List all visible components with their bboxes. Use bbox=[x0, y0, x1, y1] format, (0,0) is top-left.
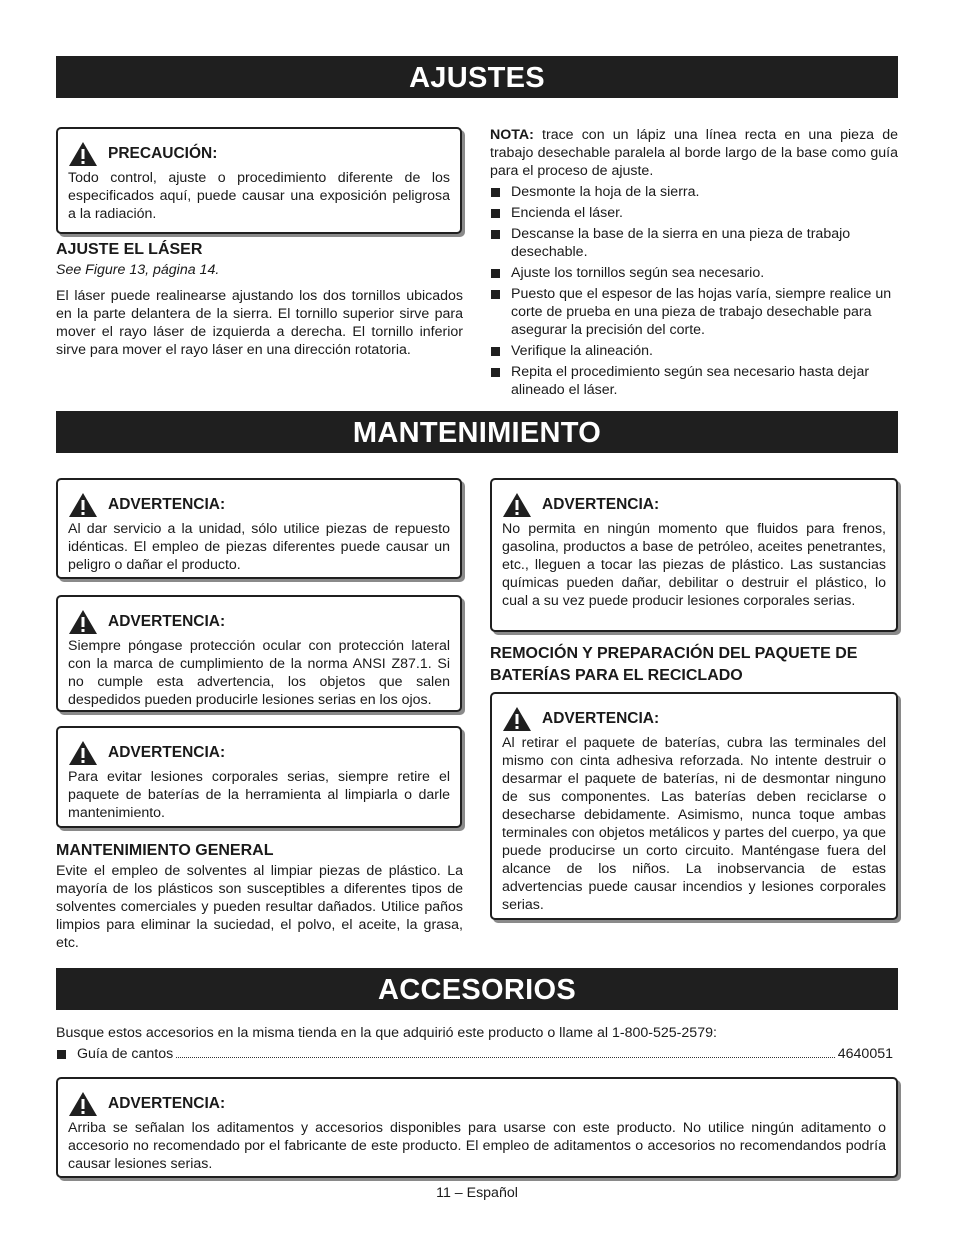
warning-triangle-icon bbox=[502, 706, 532, 732]
general-text: Evite el empleo de solventes al limpiar piezas de plástico. La mayoría de los plásticos son susceptibles a diferentes tipos de solventes comerciales y pueden resultar dañados. Utilice paños limpios para eliminar la suciedad, el polvo, el aceite, la grasa, etc. bbox=[56, 863, 463, 951]
section-banner-accesorios: ACCESORIOS bbox=[56, 968, 898, 1010]
warning-box-fluids bbox=[490, 478, 898, 632]
note-text: trace con un lápiz una línea recta en una pieza de trabajo desechable paralela al borde largo de la base como guía para el proceso de ajuste. bbox=[490, 127, 898, 179]
caution-box bbox=[56, 127, 462, 234]
page-footer: 11 – Español bbox=[436, 1185, 518, 1201]
list-item: Encienda el láser. bbox=[490, 204, 898, 222]
battery-heading: REMOCIÓN Y PREPARACIÓN DEL PAQUETE DE BATERÍAS PARA EL RECICLADO bbox=[490, 645, 858, 684]
list-item bbox=[56, 1045, 898, 1063]
section-banner-mantenimiento: MANTENIMIENTO bbox=[56, 411, 898, 453]
warning-box-eye bbox=[56, 595, 462, 712]
steps-list bbox=[490, 183, 898, 399]
leader-dots bbox=[176, 1057, 835, 1058]
accessories-section bbox=[56, 1024, 898, 1063]
accessory-name: Guía de cantos bbox=[77, 1046, 174, 1062]
section-banner-ajustes: AJUSTES bbox=[56, 56, 898, 98]
accessories-intro: Busque estos accesorios en la misma tienda en la que adquirió este producto o llame al 1-800-525-2579: bbox=[56, 1025, 717, 1041]
list-item: Descanse la base de la sierra en una pieza de trabajo desechable. bbox=[490, 225, 898, 261]
list-item: Puesto que el espesor de las hojas varía, siempre realice un corte de prueba en una pieza de trabajo desechable para asegurar la precisión del corte. bbox=[490, 285, 898, 339]
laser-heading: AJUSTE EL LÁSER bbox=[56, 241, 203, 258]
warning-triangle-icon bbox=[68, 609, 98, 635]
warning-title: ADVERTENCIA: bbox=[542, 496, 660, 513]
warning-text: Al dar servicio a la unidad, sólo utilice piezas de repuesto idénticas. El empleo de piezas diferentes puede causar un peligro o dañar el producto. bbox=[68, 521, 450, 573]
note-paragraph bbox=[490, 126, 898, 180]
general-maintenance bbox=[56, 840, 463, 952]
caution-text: Todo control, ajuste o procedimiento diferente de los especificados aquí, puede causar una exposición peligrosa a la radiación. bbox=[68, 170, 450, 222]
warning-triangle-icon bbox=[68, 141, 98, 167]
list-item: Verifique la alineación. bbox=[490, 342, 898, 360]
accessories-list bbox=[56, 1045, 898, 1063]
battery-section bbox=[490, 643, 898, 687]
warning-triangle-icon bbox=[68, 492, 98, 518]
caution-title: PRECAUCIÓN: bbox=[108, 145, 218, 162]
warning-text: Al retirar el paquete de baterías, cubra las terminales del mismo con cinta adhesiva reforzada. No intente destruir o desarmar el paquete de baterías, ni de desmontar ninguno de sus componentes. Las baterías deben reciclarse o desecharse debidamente. Asimismo, nunca toque ambas terminales con objetos metálicos y partes del cuerpo, ya que puede producirse un corto circuito. Manténgase fuera del alcance de los niños. La inobservancia de estas advertencias puede causar incendios y lesiones corporales serias. bbox=[502, 735, 886, 913]
warning-title: ADVERTENCIA: bbox=[542, 710, 660, 727]
warning-title: ADVERTENCIA: bbox=[108, 613, 226, 630]
list-item: Repita el procedimiento según sea necesario hasta dejar alineado el láser. bbox=[490, 363, 898, 399]
warning-box-accessories bbox=[56, 1077, 898, 1178]
laser-text: El láser puede realinearse ajustando los dos tornillos ubicados en la parte delantera de la sierra. El tornillo superior sirve para mover el rayo láser de izquierda a derecha. El tornillo inferior sirve para mover el rayo láser en una dirección rotatoria. bbox=[56, 288, 463, 358]
adjust-steps bbox=[490, 126, 898, 399]
list-item: Ajuste los tornillos según sea necesario. bbox=[490, 264, 898, 282]
accessory-part-number: 4640051 bbox=[837, 1046, 893, 1062]
general-heading: MANTENIMIENTO GENERAL bbox=[56, 842, 274, 859]
list-item: Desmonte la hoja de la sierra. bbox=[490, 183, 898, 201]
laser-section bbox=[56, 239, 463, 359]
warning-title: ADVERTENCIA: bbox=[108, 496, 226, 513]
warning-text: Siempre póngase protección ocular con protección lateral con la marca de cumplimiento de la norma ANSI Z87.1. Si no cumple esta advertencia, los objetos que salen despedidos pueden producirle lesiones serias en los ojos. bbox=[68, 638, 450, 708]
warning-text: Para evitar lesiones corporales serias, siempre retire el paquete de baterías de la herramienta al limpiarla o darle mantenimiento. bbox=[68, 769, 450, 821]
warning-text: Arriba se señalan los aditamentos y accesorios disponibles para usarse con este producto. No utilice ningún aditamento o accesorio no recomendado por el fabricante de este producto. El empleo de aditamentos o accesorios no recomendandos podría causar lesiones serias. bbox=[68, 1120, 886, 1172]
laser-reference: See Figure 13, página 14. bbox=[56, 262, 220, 278]
warning-box-recycle bbox=[490, 692, 898, 920]
warning-box-parts bbox=[56, 478, 462, 579]
warning-title: ADVERTENCIA: bbox=[108, 744, 226, 761]
warning-text: No permita en ningún momento que fluidos para frenos, gasolina, productos a base de petróleo, aceites penetrantes, etc., lleguen a tocar las piezas de plástico. Las sustancias químicas pueden dañar, debilitar o destruir el plástico, lo cual a su vez puede producir lesiones corporales serias. bbox=[502, 521, 886, 609]
warning-triangle-icon bbox=[68, 1091, 98, 1117]
warning-triangle-icon bbox=[502, 492, 532, 518]
warning-title: ADVERTENCIA: bbox=[108, 1095, 226, 1112]
warning-box-battery-remove bbox=[56, 726, 462, 828]
warning-triangle-icon bbox=[68, 740, 98, 766]
note-label: NOTA: bbox=[490, 127, 534, 143]
